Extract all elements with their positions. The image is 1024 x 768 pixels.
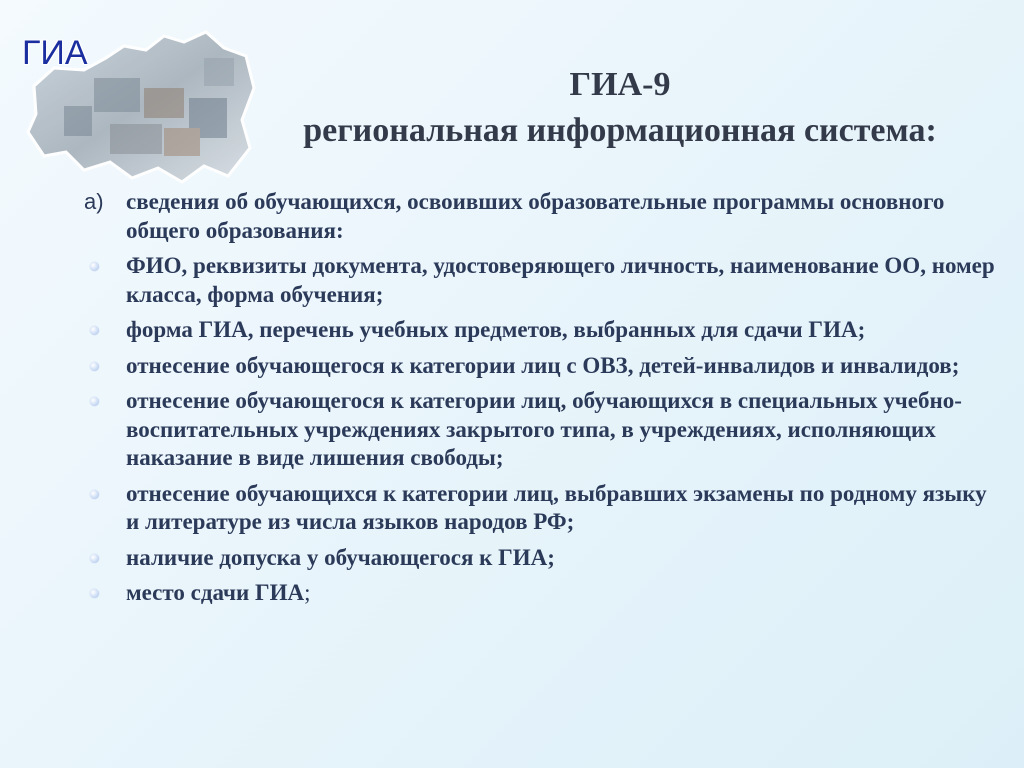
list-item-text: ФИО, реквизиты документа, удостоверяющего личность, наименование ОО, номер класса, форма обучения; xyxy=(126,253,995,307)
list-item-text: отнесение обучающегося к категории лиц с ОВЗ, детей-инвалидов и инвалидов; xyxy=(126,352,960,378)
intro-text: сведения об обучающихся, освоивших образовательные программы основного общего образования: xyxy=(126,189,945,243)
bullet-icon xyxy=(90,262,99,271)
list-item-suffix: ; xyxy=(304,580,311,605)
bullet-icon xyxy=(90,554,99,563)
list-item xyxy=(84,387,996,473)
list-item-text: форма ГИА, перечень учебных предметов, выбранных для сдачи ГИА; xyxy=(126,317,866,342)
list-item xyxy=(84,579,996,608)
title-line-1: ГИА-9 xyxy=(569,66,671,103)
list-item xyxy=(84,544,996,573)
item-marker: а) xyxy=(84,189,104,214)
list-item xyxy=(84,352,996,381)
bullet-icon xyxy=(90,397,99,406)
title-line-2: региональная информационная система: xyxy=(303,112,937,149)
bullet-icon xyxy=(90,490,99,499)
bullet-icon xyxy=(90,326,99,335)
list-item xyxy=(84,480,996,537)
page-title xyxy=(200,62,1024,154)
content-list xyxy=(84,188,996,615)
list-item-text: место сдачи ГИА xyxy=(126,580,305,605)
list-item-text: отнесение обучающихся к категории лиц, выбравших экзамены по родному языку и литературе из числа языков народов РФ; xyxy=(126,480,987,534)
list-item xyxy=(84,252,996,309)
logo-text: ГИА xyxy=(22,34,88,72)
list-item xyxy=(84,316,996,345)
intro-item xyxy=(84,188,996,245)
list-item-text: отнесение обучающегося к категории лиц, обучающихся в специальных учебно-воспитательных учреждениях закрытого типа, в учреждениях, исполняющих наказание в виде лишения свободы; xyxy=(126,388,962,470)
bullet-icon xyxy=(90,362,99,371)
bullet-icon xyxy=(90,589,99,598)
list-item-text: наличие допуска у обучающегося к ГИА; xyxy=(126,544,555,570)
